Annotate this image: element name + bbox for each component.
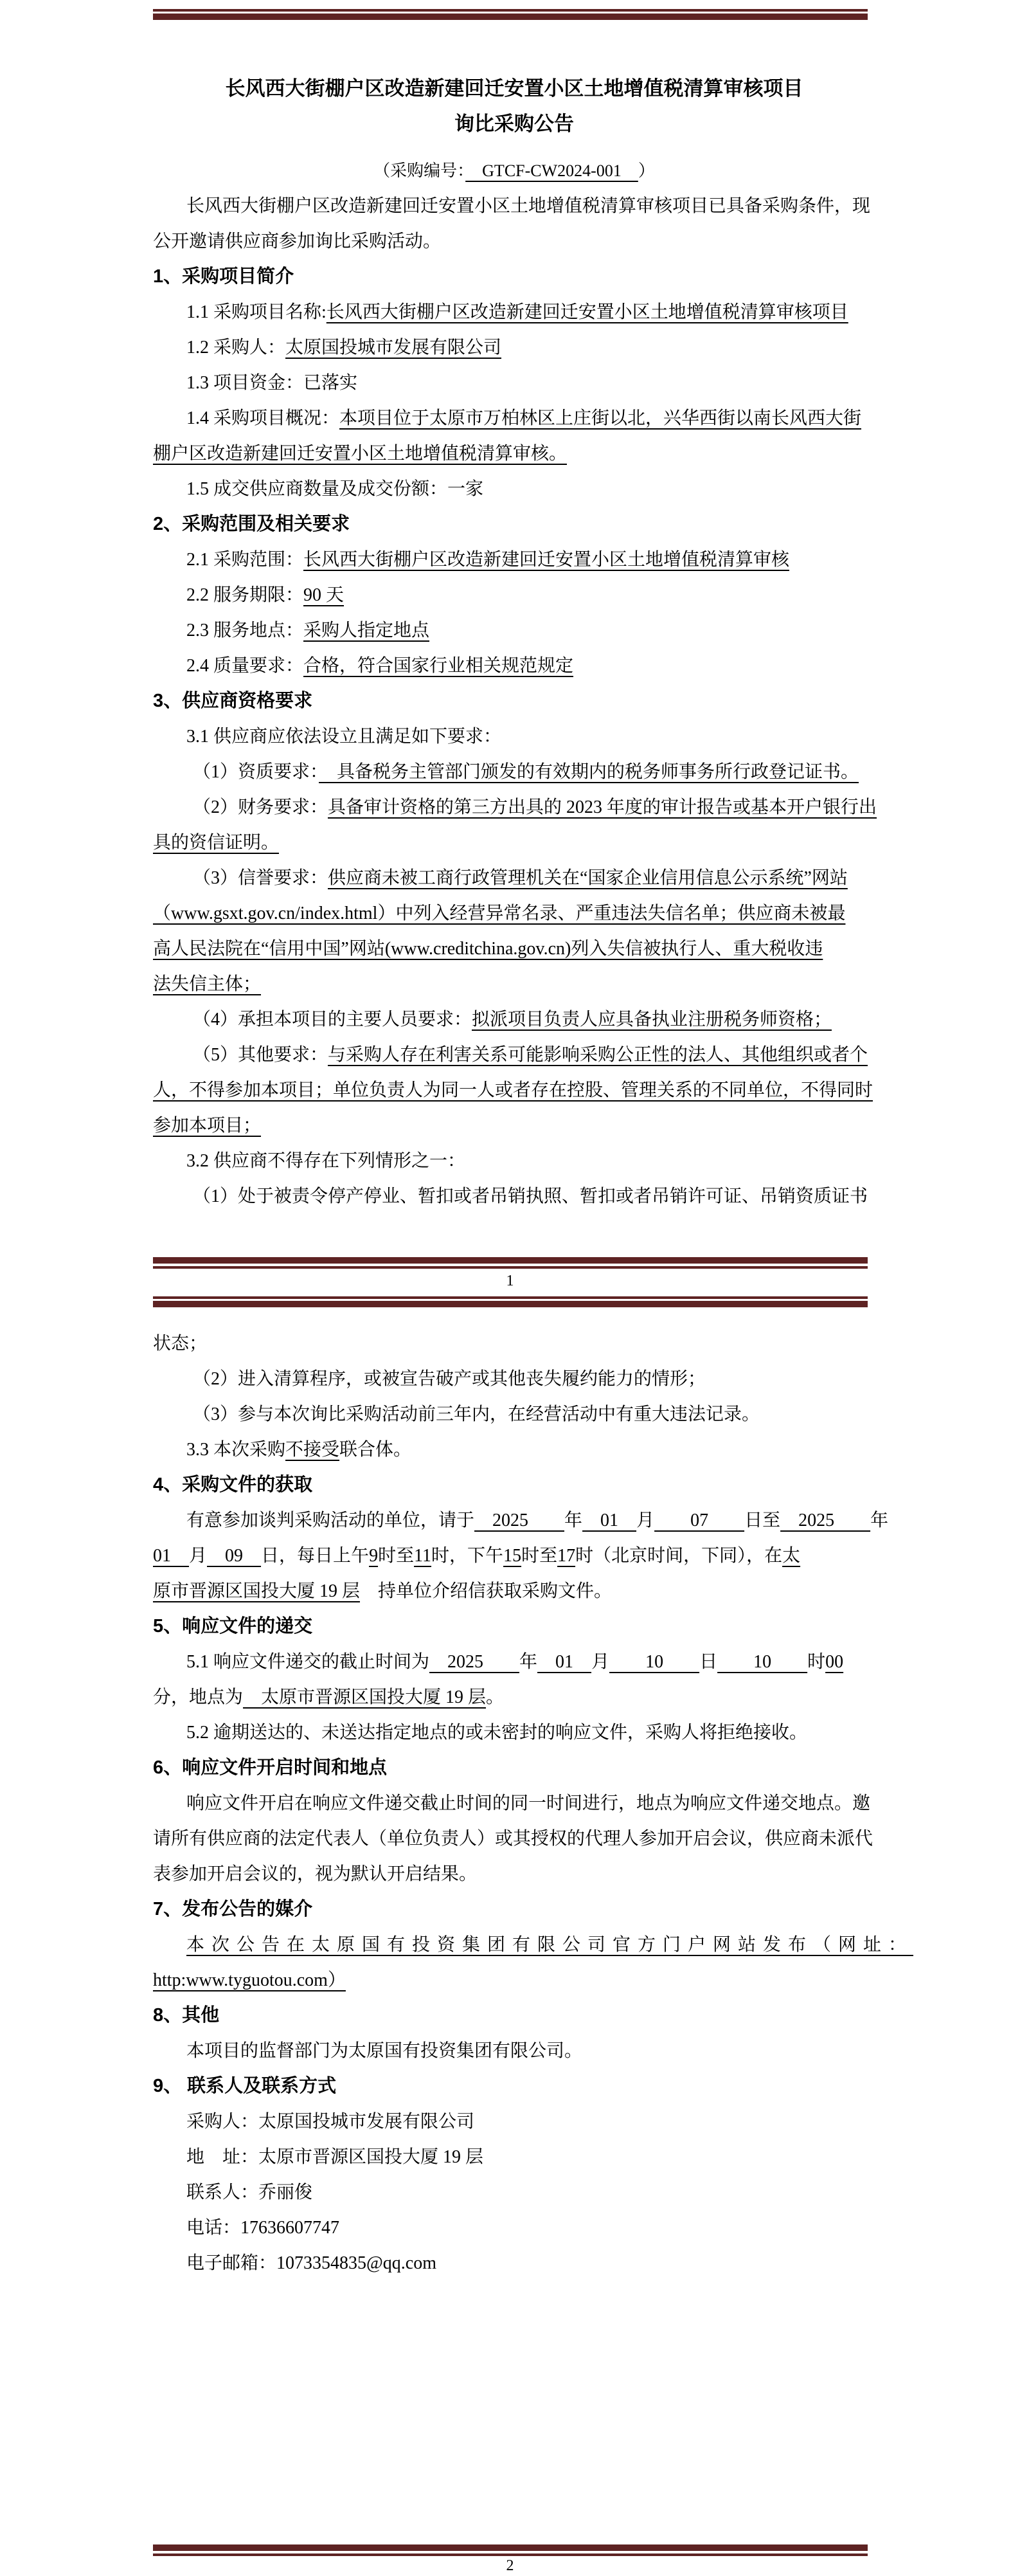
blank-year-to: 2025 bbox=[780, 1510, 871, 1530]
other-requirement-value-2: 人，不得参加本项目；单位负责人为同一人或者存在控股、管理关系的不同单位，不得同时 bbox=[153, 1080, 873, 1100]
item-2-4-label: 2.4 质量要求： bbox=[186, 656, 304, 676]
media-line-2 bbox=[153, 1963, 875, 1998]
supervision-line: 本项目的监督部门为太原国有投资集团有限公司。 bbox=[186, 2041, 583, 2061]
personnel-requirement-value: 拟派项目负责人应具备执业注册税务师资格； bbox=[472, 1010, 832, 1029]
credit-requirement-value-3: 高人民法院在“信用中国”网站(www.creditchina.gov.cn)列入失信被执行人、重大税收违 bbox=[153, 939, 823, 959]
page2-footer-thick-rule bbox=[153, 2544, 868, 2551]
doc-obtain-line-1 bbox=[153, 1503, 889, 1538]
other-requirement-label: （5）其他要求： bbox=[193, 1045, 328, 1065]
media-line-1 bbox=[153, 1927, 914, 1963]
page2-number: 2 bbox=[506, 2557, 514, 2574]
address-run-end: 原市晋源区国投大厦 19 层 bbox=[153, 1581, 361, 1601]
blank-day-to: 09 bbox=[207, 1546, 262, 1566]
item-3-3-pre: 3.3 本次采购 bbox=[186, 1440, 286, 1460]
text-run: 日，每日上午 bbox=[261, 1546, 370, 1566]
text-run: 时（北京时间，下同），在 bbox=[575, 1546, 783, 1566]
opening-line-1: 响应文件开启在响应文件递交截止时间的同一时间进行，地点为响应文件递交地点。邀 bbox=[186, 1793, 871, 1813]
credit-requirement-value-2: （www.gsxt.gov.cn/index.html）中列入经营异常名录、严重违法失信名单；供应商未被最 bbox=[153, 903, 846, 923]
credit-requirement-label: （3）信誉要求： bbox=[193, 868, 328, 888]
qual-requirement bbox=[153, 754, 875, 790]
media-statement: 本次公告在太原国有投资集团有限公司官方门户网站发布（网址： bbox=[186, 1935, 914, 1955]
procurement-ref-line bbox=[153, 153, 875, 188]
item-2-4 bbox=[153, 648, 875, 684]
page1-content bbox=[153, 71, 875, 1214]
ref-code: GTCF-CW2024-001 bbox=[465, 161, 638, 180]
item-2-2 bbox=[153, 577, 875, 613]
text-run: 月 bbox=[636, 1510, 655, 1530]
blank-hour-am-end: 11 bbox=[414, 1546, 432, 1566]
text-run: 时至 bbox=[521, 1546, 558, 1566]
page2-header-thick-rule bbox=[153, 1301, 868, 1307]
text-run: 月 bbox=[591, 1652, 610, 1672]
blank-day-from: 07 bbox=[654, 1510, 745, 1530]
deadline-minute: 00 bbox=[825, 1652, 844, 1672]
text-run: 有意参加谈判采购活动的单位，请于 bbox=[186, 1510, 475, 1530]
situation-3: （3）参与本次询比采购活动前三年内，在经营活动中有重大违法记录。 bbox=[193, 1404, 760, 1424]
other-requirement-value-1: 与采购人存在利害关系可能影响采购公正性的法人、其他组织或者个 bbox=[328, 1045, 868, 1065]
other-requirement-line-1 bbox=[153, 1037, 875, 1073]
address-run-start: 太 bbox=[782, 1546, 801, 1566]
page1-footer-thick-rule bbox=[153, 1257, 868, 1264]
ref-close: ） bbox=[638, 161, 655, 180]
item-1-4-value-2: 棚户区改造新建回迁安置小区土地增值税清算审核。 bbox=[153, 444, 568, 464]
item-3-2: 3.2 供应商不得存在下列情形之一： bbox=[186, 1151, 466, 1171]
submission-address: 太原市晋源区国投大厦 19 层 bbox=[243, 1687, 487, 1707]
finance-requirement-value-1: 具备审计资格的第三方出具的 2023 年度的审计报告或基本开户银行出 bbox=[328, 797, 877, 817]
section-2-heading: 2、采购范围及相关要求 bbox=[153, 514, 350, 534]
text-run: 持单位介绍信获取采购文件。 bbox=[360, 1581, 613, 1601]
blank-hour-am-start: 9 bbox=[369, 1546, 379, 1566]
intro-line-1: 长风西大街棚户区改造新建回迁安置小区土地增值税清算审核项目已具备采购条件，现 bbox=[186, 196, 871, 216]
page1-header-thin-rule bbox=[153, 9, 868, 12]
contact-address: 地 址：太原市晋源区国投大厦 19 层 bbox=[186, 2147, 484, 2167]
other-requirement-value-3: 参加本项目； bbox=[153, 1116, 262, 1136]
deadline-year: 2025 bbox=[429, 1652, 520, 1672]
credit-requirement-line-1 bbox=[153, 860, 875, 896]
section-5-heading: 5、响应文件的递交 bbox=[153, 1616, 313, 1637]
blank-hour-pm-end: 17 bbox=[557, 1546, 576, 1566]
text-run: 日 bbox=[699, 1652, 718, 1672]
deadline-month: 01 bbox=[537, 1652, 592, 1672]
website-url: http:www.tyguotou.com） bbox=[153, 1970, 346, 1990]
item-2-2-value: 90 天 bbox=[303, 585, 344, 605]
deadline-hour: 10 bbox=[717, 1652, 808, 1672]
personnel-requirement bbox=[153, 1002, 875, 1037]
contact-email: 电子邮箱：1073354835@qq.com bbox=[186, 2253, 436, 2273]
item-2-1-value: 长风西大街棚户区改造新建回迁安置小区土地增值税清算审核 bbox=[303, 550, 790, 570]
item-2-1 bbox=[153, 542, 875, 577]
personnel-requirement-label: （4）承担本项目的主要人员要求： bbox=[193, 1010, 472, 1029]
text-run: 月 bbox=[189, 1546, 208, 1566]
item-1-2-label: 1.2 采购人： bbox=[186, 338, 286, 358]
item-2-4-value: 合格，符合国家行业相关规范规定 bbox=[303, 656, 574, 676]
other-requirement-line-2 bbox=[153, 1073, 875, 1108]
item-1-5: 1.5 成交供应商数量及成交份额：一家 bbox=[186, 479, 484, 499]
situation-1-line-2: 状态； bbox=[153, 1334, 208, 1354]
document-title: 长风西大街棚户区改造新建回迁安置小区土地增值税清算审核项目 bbox=[225, 77, 803, 100]
opening-line-3: 表参加开启会议的，视为默认开启结果。 bbox=[153, 1864, 478, 1884]
situation-1-line-1: （1）处于被责令停产停业、暂扣或者吊销执照、暂扣或者吊销许可证、吊销资质证书 bbox=[193, 1186, 868, 1206]
credit-requirement-value-1: 供应商未被工商行政管理机关在“国家企业信用信息公示系统”网站 bbox=[328, 868, 848, 888]
finance-requirement-value-2: 具的资信证明。 bbox=[153, 833, 280, 853]
item-1-4-line-1 bbox=[153, 401, 875, 436]
contact-purchaser: 采购人：太原国投城市发展有限公司 bbox=[186, 2112, 475, 2132]
section-6-heading: 6、响应文件开启时间和地点 bbox=[153, 1757, 388, 1778]
credit-requirement-line-3 bbox=[153, 931, 875, 966]
item-1-3: 1.3 项目资金：已落实 bbox=[186, 373, 358, 393]
text-run: 日至 bbox=[744, 1510, 781, 1530]
finance-requirement-label: （2）财务要求： bbox=[193, 797, 328, 817]
page1-number: 1 bbox=[506, 1273, 514, 1289]
item-1-4-line-2 bbox=[153, 436, 875, 471]
item-3-3-post: 联合体。 bbox=[339, 1440, 412, 1460]
blank-hour-pm-start: 15 bbox=[503, 1546, 522, 1566]
finance-requirement-line-2 bbox=[153, 825, 875, 860]
opening-line-2: 请所有供应商的法定代表人（单位负责人）或其授权的代理人参加开启会议，供应商未派代 bbox=[153, 1829, 873, 1849]
text-run: 时，下午 bbox=[431, 1546, 504, 1566]
section-7-heading: 7、发布公告的媒介 bbox=[153, 1899, 313, 1919]
item-1-4-value-1: 本项目位于太原市万柏林区上庄街以北，兴华西街以南长风西大街 bbox=[339, 408, 862, 428]
credit-requirement-line-2 bbox=[153, 896, 875, 931]
text-run: 年 bbox=[870, 1510, 889, 1530]
item-3-1: 3.1 供应商应依法设立且满足如下要求： bbox=[186, 727, 502, 747]
qual-requirement-value: 具备税务主管部门颁发的有效期内的税务师事务所行政登记证书。 bbox=[319, 762, 859, 782]
item-2-2-label: 2.2 服务期限： bbox=[186, 585, 304, 605]
text-run: 分，地点为 bbox=[153, 1687, 244, 1707]
item-5-1-line-2 bbox=[153, 1680, 875, 1715]
intro-line-2: 公开邀请供应商参加询比采购活动。 bbox=[153, 231, 442, 251]
qual-requirement-label: （1）资质要求： bbox=[193, 762, 319, 782]
doc-obtain-line-2 bbox=[153, 1538, 875, 1574]
doc-obtain-line-3 bbox=[153, 1574, 875, 1609]
text-run: 年 bbox=[564, 1510, 583, 1530]
finance-requirement-line-1 bbox=[153, 790, 875, 825]
other-requirement-line-3 bbox=[153, 1108, 875, 1143]
section-3-heading: 3、供应商资格要求 bbox=[153, 691, 313, 711]
section-4-heading: 4、采购文件的获取 bbox=[153, 1474, 313, 1495]
item-3-3-underlined: 不接受 bbox=[285, 1440, 340, 1460]
credit-requirement-line-4 bbox=[153, 966, 875, 1002]
page2-content bbox=[153, 1326, 914, 2281]
situation-2: （2）进入清算程序，或被宣告破产或其他丧失履约能力的情形； bbox=[193, 1369, 706, 1389]
credit-requirement-value-4: 法失信主体； bbox=[153, 974, 262, 994]
blank-month-from: 01 bbox=[582, 1510, 637, 1530]
ref-open: （采购编号： bbox=[373, 161, 466, 180]
item-3-3 bbox=[153, 1432, 875, 1467]
blank-year-from: 2025 bbox=[474, 1510, 565, 1530]
item-2-3-label: 2.3 服务地点： bbox=[186, 621, 304, 640]
item-1-2 bbox=[153, 330, 875, 365]
item-1-1-value: 长风西大街棚户区改造新建回迁安置小区土地增值税清算审核项目 bbox=[326, 302, 848, 322]
item-5-2: 5.2 逾期送达的、未送达指定地点的或未密封的响应文件，采购人将拒绝接收。 bbox=[186, 1723, 808, 1743]
text-run: 5.1 响应文件递交的截止时间为 bbox=[186, 1652, 430, 1672]
item-5-1-line-1 bbox=[153, 1644, 875, 1680]
blank-month-to: 01 bbox=[153, 1546, 190, 1566]
item-2-3-value: 采购人指定地点 bbox=[303, 621, 430, 640]
item-2-1-label: 2.1 采购范围： bbox=[186, 550, 304, 570]
page2-header-thin-rule bbox=[153, 1296, 868, 1299]
deadline-day: 10 bbox=[609, 1652, 700, 1672]
text-run: 时 bbox=[807, 1652, 826, 1672]
item-2-3 bbox=[153, 613, 875, 648]
contact-phone: 电话：17636607747 bbox=[186, 2218, 340, 2238]
text-run: 年 bbox=[519, 1652, 538, 1672]
section-8-heading: 8、其他 bbox=[153, 2005, 220, 2026]
item-1-4-label: 1.4 采购项目概况： bbox=[186, 408, 340, 428]
section-9-heading: 9、 联系人及联系方式 bbox=[153, 2076, 337, 2096]
text-run: 。 bbox=[486, 1687, 505, 1707]
section-1-heading: 1、采购项目简介 bbox=[153, 266, 294, 287]
page1-header-thick-rule bbox=[153, 14, 868, 20]
document-subtitle: 询比采购公告 bbox=[454, 113, 574, 135]
text-run: 时至 bbox=[378, 1546, 415, 1566]
item-1-1-label: 1.1 采购项目名称: bbox=[186, 302, 327, 322]
item-1-1 bbox=[153, 295, 875, 330]
contact-person: 联系人：乔丽俊 bbox=[186, 2182, 313, 2202]
item-1-2-value: 太原国投城市发展有限公司 bbox=[285, 338, 502, 358]
